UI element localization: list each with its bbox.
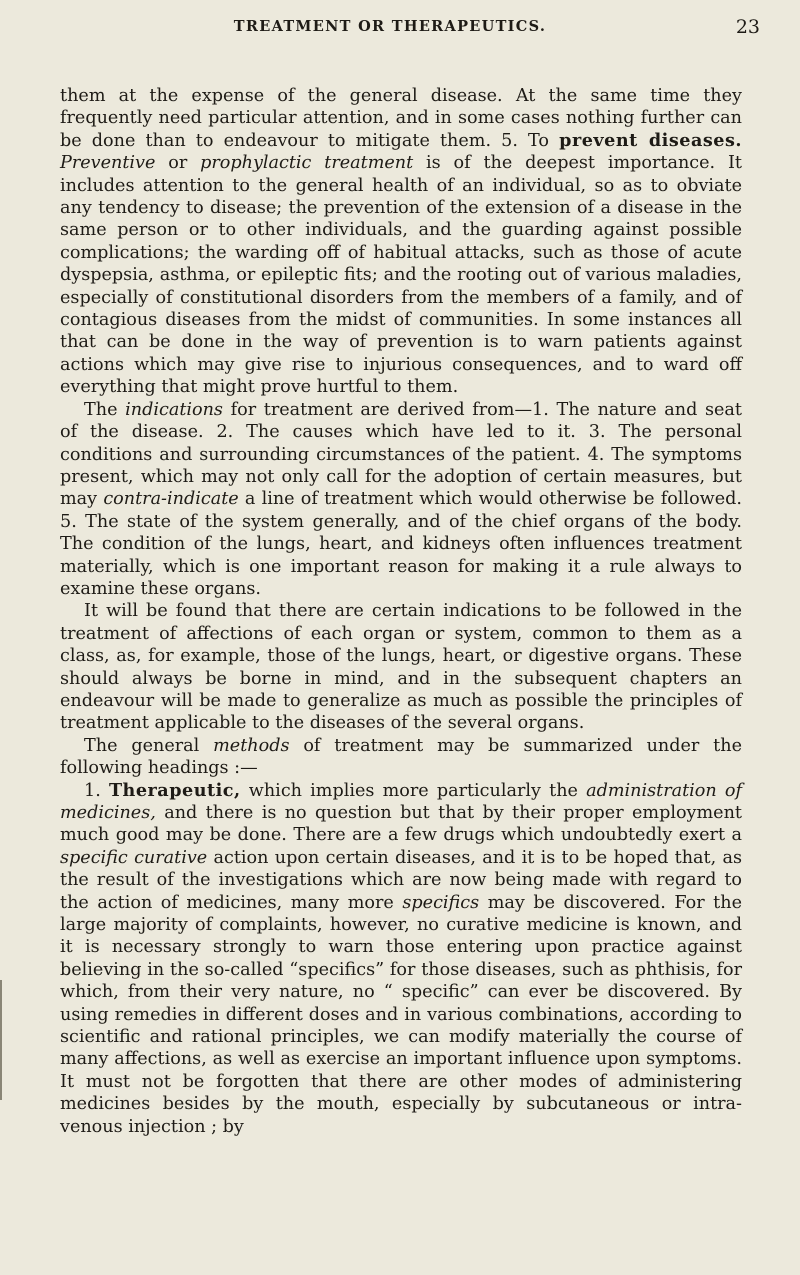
text-run: The general: [84, 735, 214, 756]
text-run: which implies more particularly the: [240, 780, 587, 801]
section-heading-prevent: prevent diseases.: [559, 129, 742, 151]
paragraph-prevention: [60, 85, 742, 399]
text-run: may be discovered. For the large majority of complaints, however, no curative medicine is known, and it is necessary strongly to warn those entering upon practice against believing in the so-called “specifics” for those diseases, such as phthisis, for which, from their very nature, no “ specific” can ever be discovered. By using remedies in different doses and in various combinations, according to scientific and rational principles, we can modify materially the course of many affections, as well as exercise an important influence upon symptoms. It must not be forgotten that there are other modes of administering medicines besides by the mouth, especially by subcutaneous or intra-venous injection ; by: [60, 892, 742, 1137]
text-run: 1.: [84, 780, 109, 801]
text-run: and there is no question but that by their proper employment much good may be done. There are a few drugs which undoubtedly exert a: [60, 803, 742, 846]
text-run: for treatment are derived from—1. The nature and seat of the disease. 2. The causes which have led to it. 3. The personal conditions and surrounding circumstances of the patient. 4. The symptoms present, which may not only call for the adoption of certain measures, but may: [60, 399, 742, 510]
text-run: is of the deepest importance. It includes attention to the general health of an individual, so as to obviate any tendency to disease; the prevention of the extension of a disease in the same person or to other individuals, and the guarding against possible complications; the warding off of habitual attacks, such as those of acute dyspepsia, asthma, or epileptic fits; and the rooting out of various maladies, especially of constitutional disorders from the members of a family, and of contagious diseases from the midst of communities. In some instances all that can be done in the way of prevention is to warn patients against actions which may give rise to injurious consequences, and to ward off everything that might prove hurtful to them.: [60, 153, 742, 398]
emphasis-methods: methods: [213, 735, 290, 756]
emphasis-indications: indications: [125, 399, 223, 420]
running-title: TREATMENT OR THERAPEUTICS.: [233, 18, 547, 35]
scan-edge-mark: [0, 980, 2, 1100]
text-run: a line of treatment which would otherwise be followed. 5. The state of the system generally, and of the chief organs of the body. The condition of the lungs, heart, and kidneys often influences treatment materially, which is one important reason for making it a rule always to examine these organs.: [60, 489, 742, 599]
emphasis-specific-curative: specific curative: [60, 847, 208, 868]
text-run: or: [155, 153, 201, 174]
body-text: [60, 85, 742, 1138]
text-run: of treatment may be summarized under the following headings :—: [60, 735, 742, 779]
emphasis-administration: administration of medicines,: [60, 780, 742, 823]
page-number: 23: [735, 16, 760, 38]
emphasis-specifics: specifics: [402, 892, 480, 913]
emphasis-contra-indicate: contra-indicate: [103, 489, 239, 510]
text-run: The: [84, 399, 126, 420]
paragraph-methods: [60, 735, 742, 780]
paragraph-therapeutic: [60, 780, 742, 1139]
text-run: action upon certain diseases, and it is to be hoped that, as the result of the investigations which are now being made with regard to the action of medicines, many more: [60, 847, 742, 913]
text-run: them at the expense of the general disease. At the same time they frequently need particular attention, and in some cases nothing further can be done than to endeavour to mitigate them. 5. To: [60, 86, 742, 151]
paragraph-indications: [60, 399, 742, 601]
emphasis-preventive: Preventive: [60, 153, 156, 174]
paragraph-organ-indications: It will be found that there are certain indications to be followed in the treatment of affections of each organ or system, common to them as a class, as, for example, those of the lungs, heart, or digestive organs. These should always be borne in mind, and in the subsequent chapters an endeavour will be made to generalize as much as possible the principles of treatment applicable to the diseases of the several organs.: [60, 601, 742, 734]
page-header: [80, 18, 760, 46]
emphasis-prophylactic: prophylactic treatment: [200, 153, 414, 174]
section-heading-therapeutic: Therapeutic,: [108, 779, 241, 801]
